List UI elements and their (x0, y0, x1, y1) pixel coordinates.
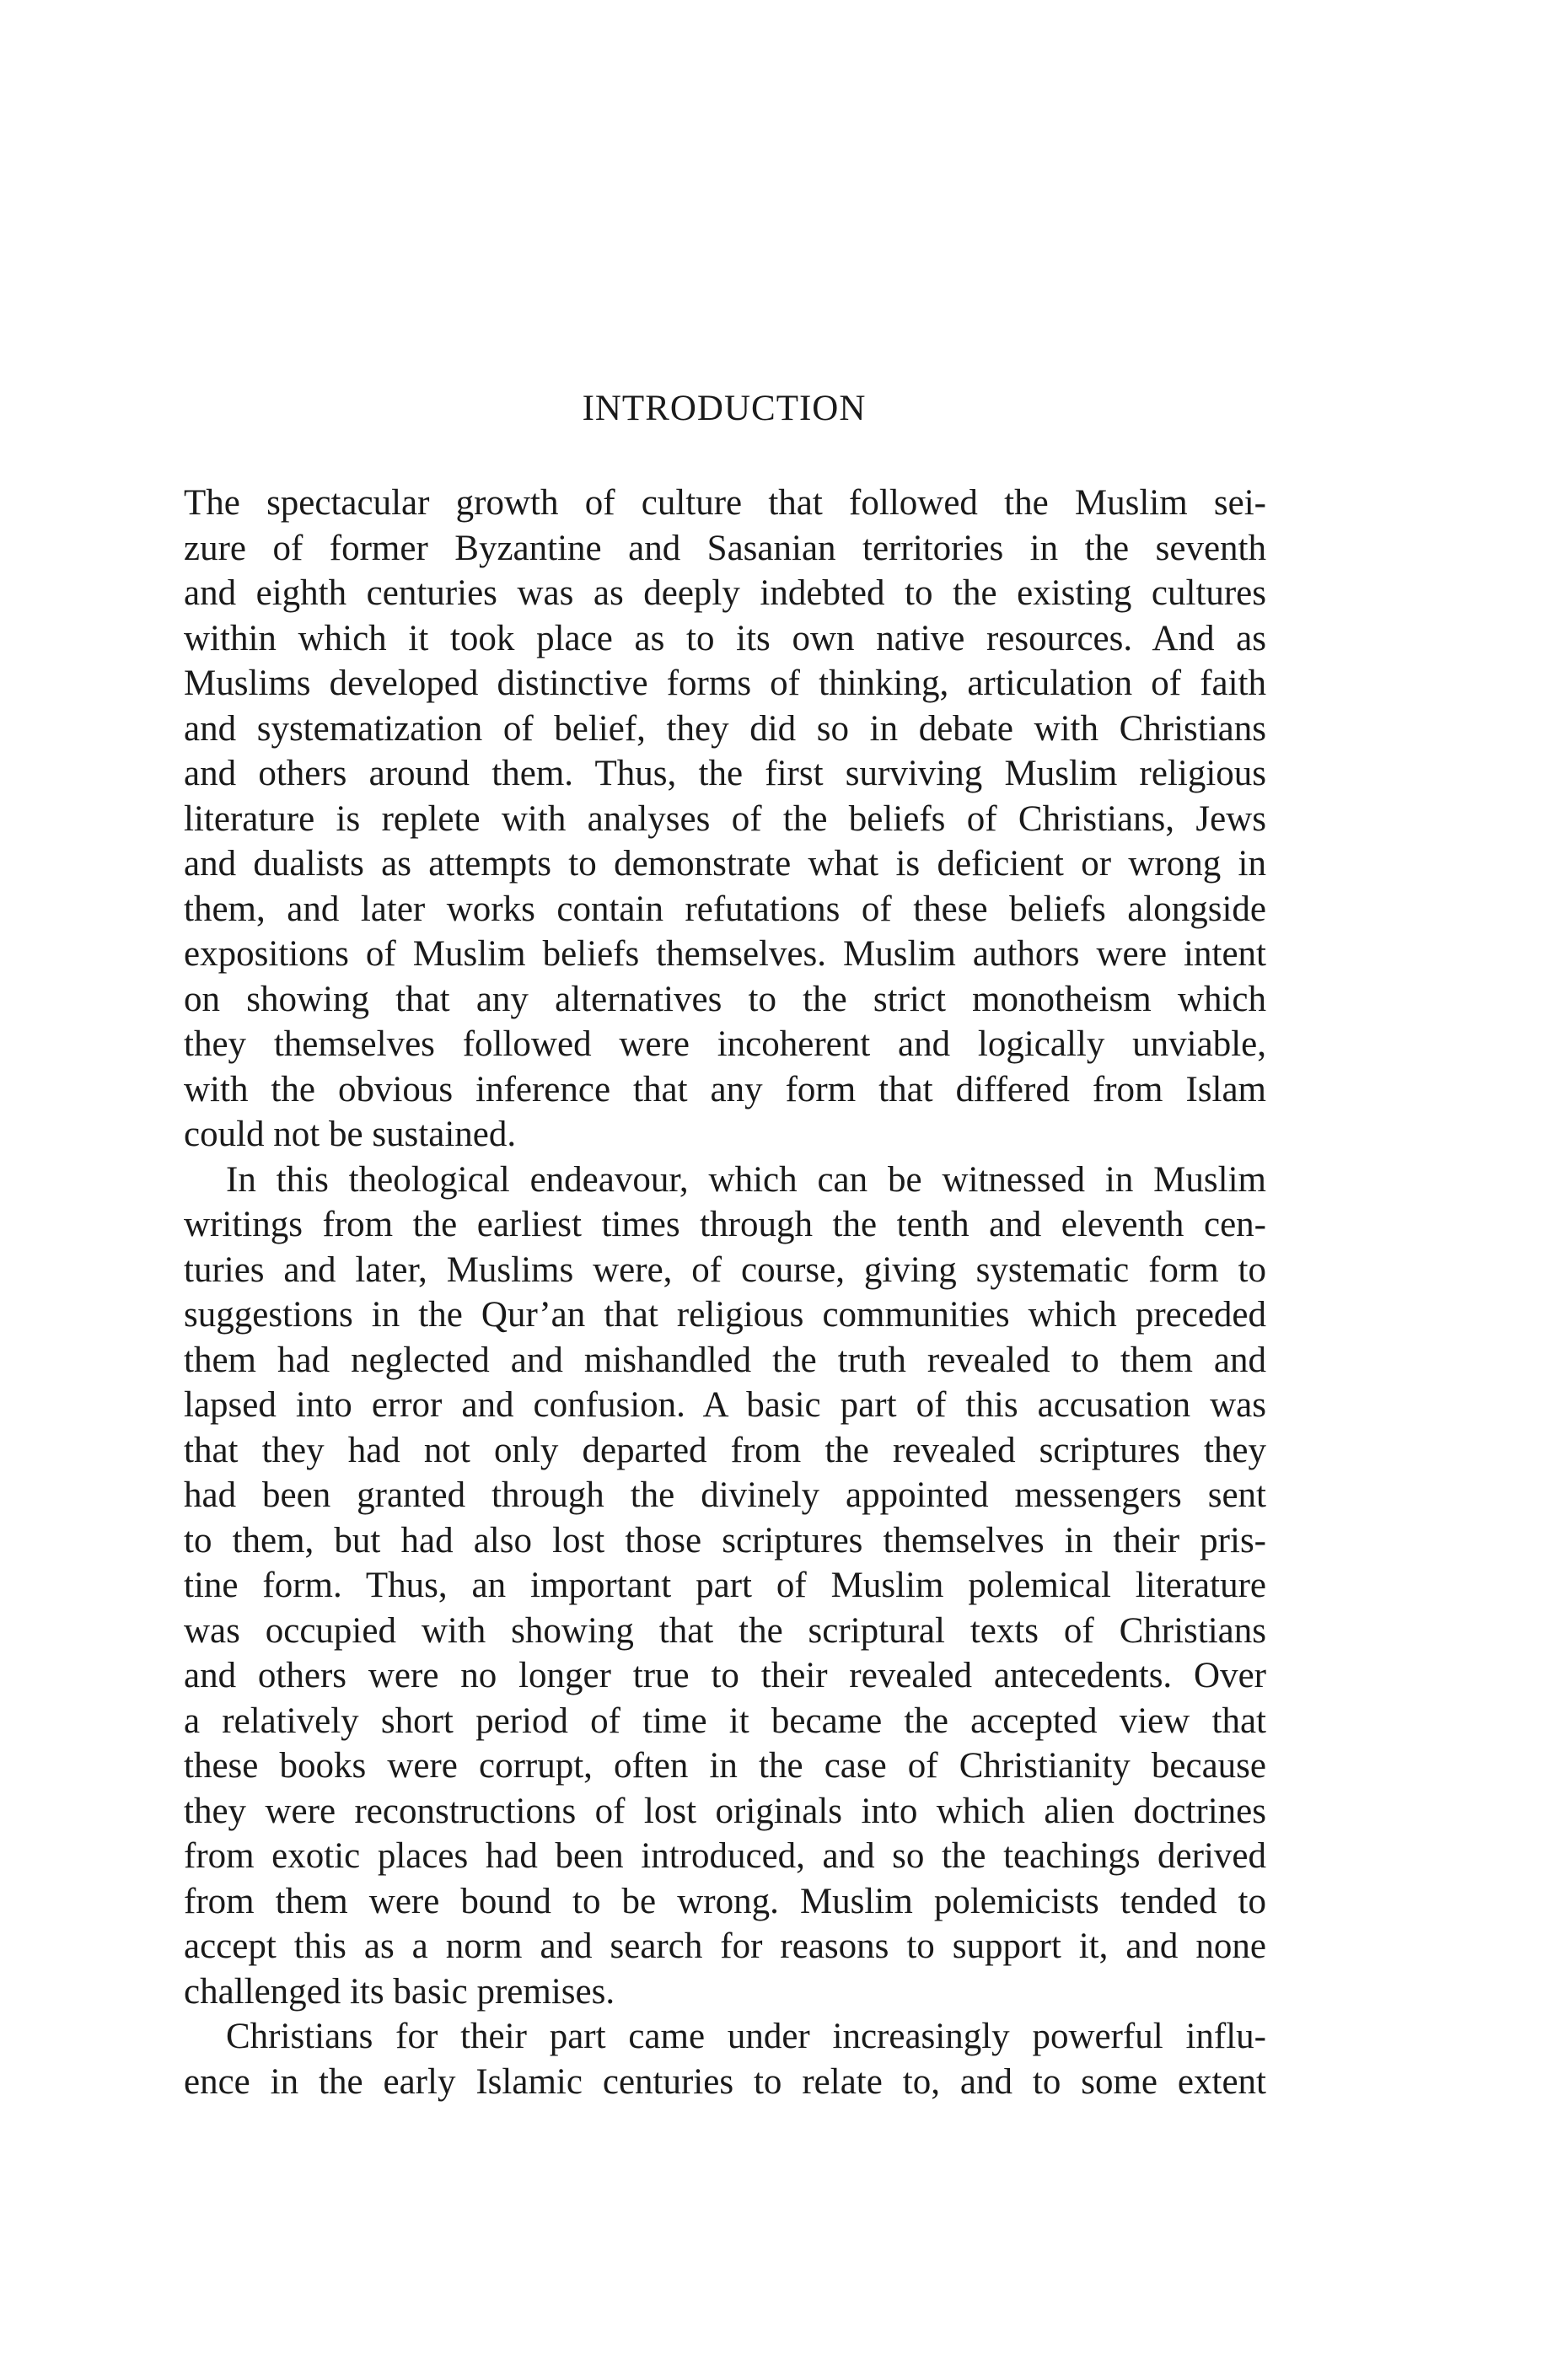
text-line: and dualists as attempts to demonstrate what is deficient or wrong in (184, 844, 1266, 884)
text-line: In this theological endeavour, which can be witnessed in Muslim (226, 1159, 1266, 1200)
paragraph (184, 2014, 1266, 2104)
page-heading: INTRODUCTION (582, 389, 867, 428)
text-line: with the obvious inference that any form that differed from Islam (184, 1069, 1266, 1109)
body-text (184, 481, 1266, 2104)
text-line: from exotic places had been introduced, and so the teachings derived (184, 1836, 1266, 1876)
text-line: expositions of Muslim beliefs themselves. Muslim authors were intent (184, 934, 1266, 974)
text-line: tine form. Thus, an important part of Muslim polemical literature (184, 1566, 1266, 1605)
text-line: The spectacular growth of culture that followed the Muslim sei- (184, 483, 1266, 523)
text-line: lapsed into error and confusion. A basic part of this accusation was (184, 1385, 1266, 1425)
text-line: accept this as a norm and search for reasons to support it, and none (184, 1926, 1266, 1966)
text-line: these books were corrupt, often in the case of Christianity because (184, 1746, 1266, 1786)
paragraph (184, 1158, 1266, 2015)
text-line: was occupied with showing that the scriptural texts of Christians (184, 1610, 1266, 1651)
text-line: they themselves followed were incoherent and logically unviable, (184, 1024, 1266, 1064)
text-line: literature is replete with analyses of the beliefs of Christians, Jews (184, 798, 1266, 839)
text-line: that they had not only departed from the revealed scriptures they (184, 1430, 1266, 1470)
text-line: on showing that any alternatives to the strict monotheism which (184, 979, 1266, 1019)
text-line: and systematization of belief, they did so in debate with Christians (184, 708, 1266, 749)
text-line: within which it took place as to its own native resources. And as (184, 618, 1266, 658)
text-line: they were reconstructions of lost originals into which alien doctrines (184, 1791, 1266, 1831)
text-line: and others were no longer true to their revealed antecedents. Over (184, 1656, 1266, 1695)
text-line: and eighth centuries was as deeply indebted to the existing cultures (184, 573, 1266, 613)
text-line: turies and later, Muslims were, of course, giving systematic form to (184, 1249, 1266, 1290)
text-line: a relatively short period of time it became the accepted view that (184, 1700, 1266, 1741)
text-line: them, and later works contain refutations of these beliefs alongside (184, 889, 1266, 929)
text-line: to them, but had also lost those scriptures themselves in their pris- (184, 1520, 1266, 1561)
text-line: zure of former Byzantine and Sasanian territories in the seventh (184, 528, 1266, 568)
text-line: writings from the earliest times through the tenth and eleventh cen- (184, 1205, 1266, 1244)
text-line: and others around them. Thus, the first surviving Muslim religious (184, 754, 1266, 793)
text-line: could not be sustained. (184, 1115, 517, 1154)
text-line: them had neglected and mishandled the truth revealed to them and (184, 1340, 1266, 1380)
text-line: ence in the early Islamic centuries to relate to, and to some extent (184, 2061, 1266, 2102)
paragraph (184, 481, 1266, 1158)
text-line: challenged its basic premises. (184, 1971, 615, 2012)
text-line: suggestions in the Qur’an that religious communities which preceded (184, 1295, 1266, 1335)
text-line: had been granted through the divinely appointed messengers sent (184, 1475, 1266, 1515)
text-line: from them were bound to be wrong. Muslim polemicists tended to (184, 1881, 1266, 1921)
text-line: Muslims developed distinctive forms of thinking, articulation of faith (184, 663, 1266, 703)
text-line: Christians for their part came under increasingly powerful influ- (226, 2017, 1266, 2056)
